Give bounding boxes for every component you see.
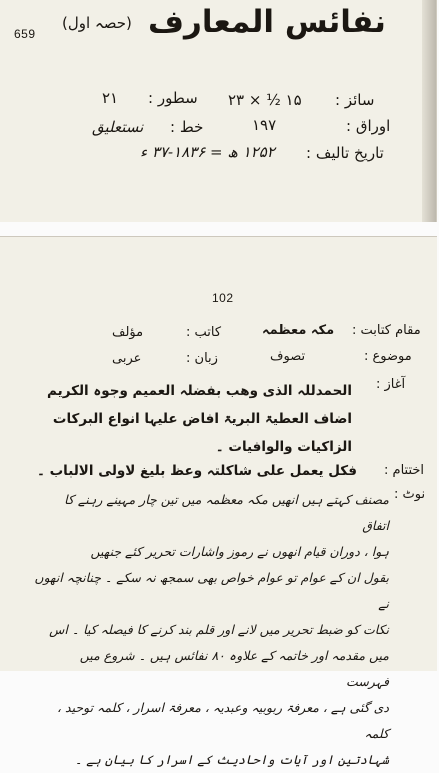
- explicit-label: اختتام :: [384, 463, 425, 478]
- incipit-line-2: اضاف العطیۃ البریۃ افاض علیہا انواع البرکات: [52, 411, 352, 427]
- explicit-text: فکل یعمل علی شاکلتہ وعظ بلیغ لاولی الالباب ۔: [36, 463, 357, 479]
- field-date-value: ۱۲۵۲ ھ = ۱۸۳۶-۳۷ ء: [140, 143, 275, 161]
- field-lines-label: سطور :: [148, 89, 198, 107]
- note-line-1: مصنف کہتے ہیں انھیں مکہ معظمہ میں تین چار مہینے رہنے کا اتفاق: [64, 492, 389, 533]
- field-size-value: ۱۵ ½ × ۲۳: [228, 91, 302, 109]
- manuscript-subtitle: (حصہ اول): [62, 14, 132, 32]
- manuscript-title: نفائس المعارف: [148, 4, 386, 40]
- note-label: نوٹ :: [394, 487, 426, 502]
- field-script-label: خط :: [170, 118, 204, 136]
- scribe-value: مؤلف: [112, 325, 144, 340]
- field-script-value: نستعلیق: [92, 118, 144, 136]
- note-line-4: نکات کو ضبط تحریر میں لانے اور قلم بند کرنے کا فیصلہ کیا ۔ اس: [49, 622, 389, 637]
- copy-place-label: مقام کتابت :: [352, 323, 421, 338]
- incipit-line-3: الزاکیات والوافیات ۔: [215, 439, 352, 455]
- note-text: [34, 487, 389, 773]
- note-line-5: میں مقدمہ اور خاتمہ کے علاوہ ۸۰ نفائس ہیں ۔ شروع میں فہرست: [79, 648, 389, 689]
- note-line-3: بقول ان کے عوام تو عوام خواص بھی سمجھ نہ سکے ۔ چنانچہ انھوں نے: [34, 570, 389, 611]
- subject-value: تصوف: [270, 349, 306, 364]
- scribe-label: کاتب :: [186, 325, 222, 340]
- language-value: عربی: [112, 351, 142, 366]
- language-label: زبان :: [186, 351, 218, 366]
- note-line-6: دی گئی ہے ، معرفۃ ربوبیہ وعبدیہ ، معرفۃ اسرار ، کلمہ توحید ، کلمہ: [57, 700, 389, 741]
- field-lines-value: ۲۱: [102, 89, 119, 107]
- note-line-2: ہوا ، دوران قیام انھوں نے رموز واشارات تحریر کئے جنھیں: [90, 544, 389, 559]
- note-line-7: شہادتین اور آیات واحادیث کے اسرار کا بیان ہے ۔: [74, 752, 389, 767]
- field-folios-value: ۱۹۷: [252, 116, 277, 134]
- incipit-label: آغاز :: [376, 377, 406, 392]
- field-folios-label: اوراق :: [346, 117, 391, 135]
- subject-label: موضوع :: [364, 349, 412, 364]
- bottom-page-scan: [0, 236, 437, 767]
- top-page-number: 659: [14, 27, 36, 41]
- incipit-line-1: الحمدللہ الذی وھب بفضلہ العمیم وجوہ الکریم: [47, 383, 352, 399]
- bottom-page-number: 102: [212, 291, 234, 305]
- field-size-label: سائز :: [335, 91, 375, 109]
- top-page-scan: [0, 0, 437, 222]
- page-gutter-shadow: [422, 0, 436, 222]
- incipit-text: [32, 377, 352, 461]
- copy-place-value: مکہ معظمہ: [262, 323, 335, 338]
- field-date-label: تاریخ تالیف :: [306, 144, 384, 162]
